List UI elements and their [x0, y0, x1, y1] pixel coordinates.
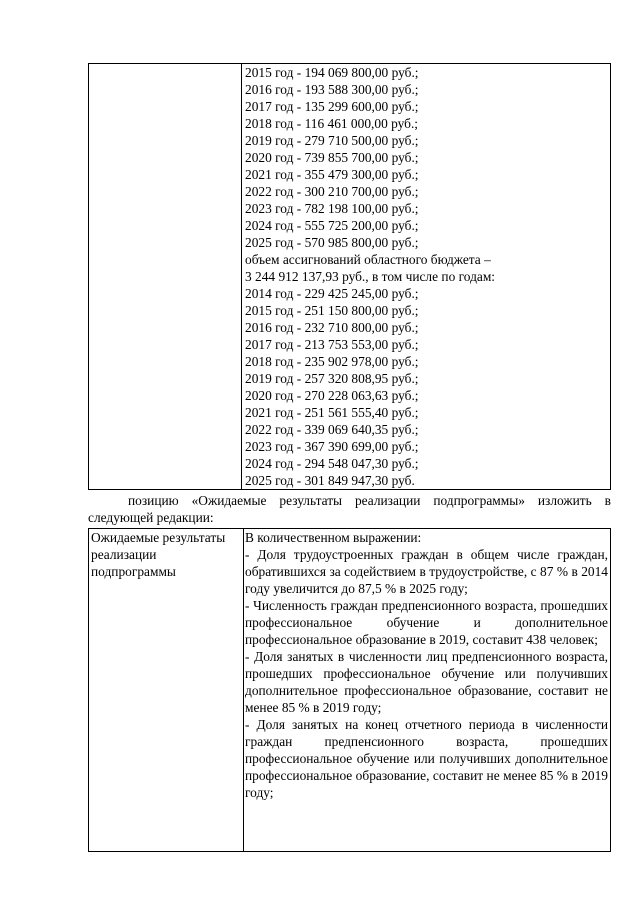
funding-line: 2019 год - 257 320 808,95 руб.;	[245, 371, 419, 386]
funding-line: 2023 год - 367 390 699,00 руб.;	[245, 439, 419, 454]
funding-line: 2019 год - 279 710 500,00 руб.;	[245, 133, 419, 148]
amendment-paragraph	[88, 492, 611, 526]
expected-results-content	[244, 529, 611, 852]
funding-line: объем ассигнований областного бюджета –	[245, 252, 491, 267]
funding-line: 2024 год - 555 725 200,00 руб.;	[245, 218, 419, 233]
funding-line: 2015 год - 251 150 800,00 руб.;	[245, 303, 419, 318]
funding-line: 2015 год - 194 069 800,00 руб.;	[245, 65, 419, 80]
result-item: - Доля занятых в численности лиц предпенсионного возраста, прошедших профессиональное обучение или получивших дополнительное профессиональное образование, составит не менее 85 % в 2019 году;	[245, 649, 608, 715]
funding-line: 2017 год - 213 753 553,00 руб.;	[245, 337, 419, 352]
funding-line: 2022 год - 339 069 640,35 руб.;	[245, 422, 419, 437]
amendment-text: позицию «Ожидаемые результаты реализации подпрограммы» изложить в следующей редакции:	[88, 493, 611, 525]
expected-results-heading: В количественном выражении:	[245, 530, 422, 545]
funding-line: 2014 год - 229 425 245,00 руб.;	[245, 286, 419, 301]
result-item: - Доля трудоустроенных граждан в общем числе граждан, обратившихся за содействием в трудоустройстве, с 87 % в 2014 году увеличится до 87,5 % в 2025 году;	[245, 547, 608, 596]
funding-line: 2016 год - 232 710 800,00 руб.;	[245, 320, 419, 335]
funding-line: 2021 год - 355 479 300,00 руб.;	[245, 167, 419, 182]
funding-line: 2023 год - 782 198 100,00 руб.;	[245, 201, 419, 216]
funding-line: 2020 год - 270 228 063,63 руб.;	[245, 388, 419, 403]
funding-line: 2021 год - 251 561 555,40 руб.;	[245, 405, 419, 420]
funding-line: 2017 год - 135 299 600,00 руб.;	[245, 99, 419, 114]
funding-line: 2024 год - 294 548 047,30 руб.;	[245, 456, 419, 471]
funding-table	[88, 63, 611, 490]
result-item: - Доля занятых на конец отчетного периода в численности граждан предпенсионного возраста, прошедших профессиональное обучение или получивших дополнительное профессиональное образование, составит не менее 85 % в 2019 году;	[245, 717, 608, 800]
expected-results-label: Ожидаемые результаты реализации подпрограммы	[89, 529, 244, 852]
funding-line: 2018 год - 116 461 000,00 руб.;	[245, 116, 419, 131]
funding-line: 2025 год - 570 985 800,00 руб.;	[245, 235, 419, 250]
funding-table-label-cell	[89, 64, 242, 490]
funding-line: 2018 год - 235 902 978,00 руб.;	[245, 354, 419, 369]
funding-line: 2025 год - 301 849 947,30 руб.	[245, 473, 415, 488]
funding-table-value-cell	[242, 64, 611, 490]
expected-results-table	[88, 528, 611, 852]
funding-line: 3 244 912 137,93 руб., в том числе по годам:	[245, 269, 496, 284]
funding-line: 2022 год - 300 210 700,00 руб.;	[245, 184, 419, 199]
result-item: - Численность граждан предпенсионного возраста, прошедших профессиональное обучение и дополнительное профессиональное образование в 2019, составит 438 человек;	[245, 598, 608, 647]
funding-line: 2016 год - 193 588 300,00 руб.;	[245, 82, 419, 97]
funding-line: 2020 год - 739 855 700,00 руб.;	[245, 150, 419, 165]
